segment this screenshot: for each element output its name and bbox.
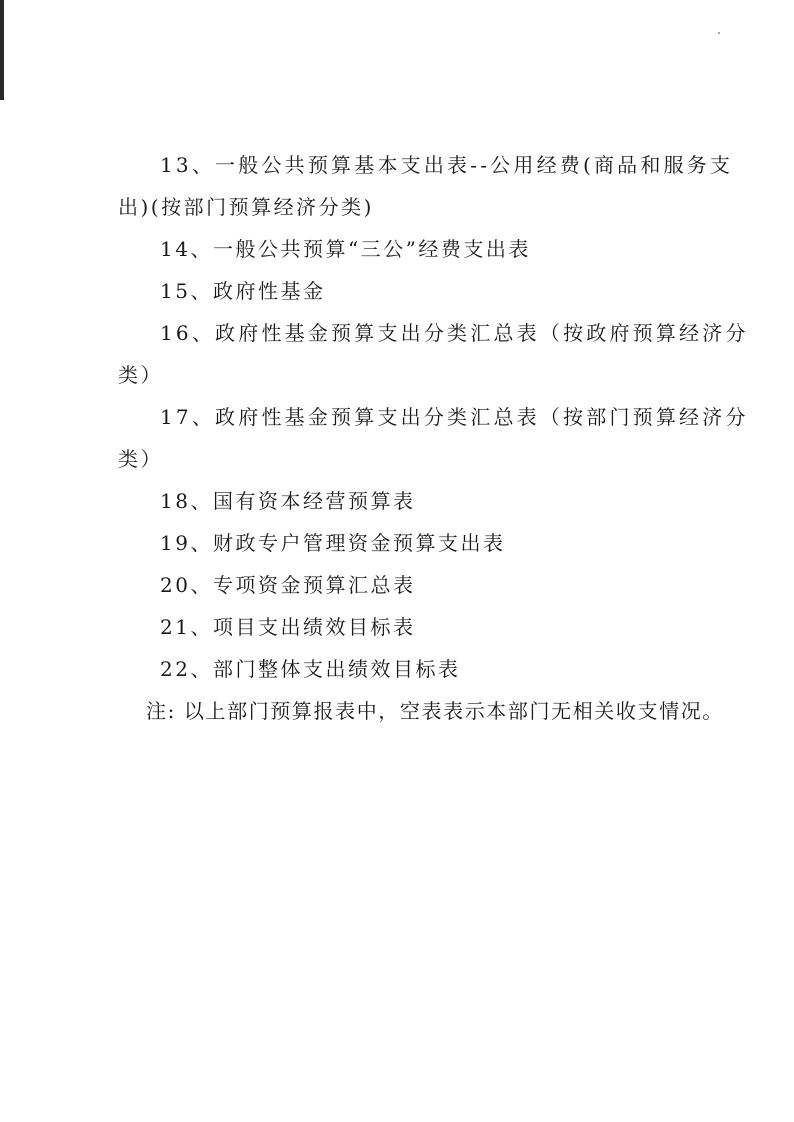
- list-item-20: 20、专项资金预算汇总表: [160, 573, 416, 597]
- list-item-13-line1: 13、一般公共预算基本支出表--公用经费(商品和服务支: [160, 153, 734, 177]
- list-item-14: 14、一般公共预算“三公”经费支出表: [160, 237, 531, 261]
- footnote: 注: 以上部门预算报表中，空表表示本部门无相关收支情况。: [146, 699, 724, 723]
- list-item-22: 22、部门整体支出绩效目标表: [160, 657, 461, 681]
- list-item-18: 18、国有资本经营预算表: [160, 489, 416, 513]
- scan-speck: [718, 32, 720, 34]
- list-item-16-line1: 16、政府性基金预算支出分类汇总表（按政府预算经济分: [160, 321, 749, 345]
- list-item-17-line2: 类）: [118, 447, 163, 471]
- list-item-17-line1: 17、政府性基金预算支出分类汇总表（按部门预算经济分: [160, 405, 749, 429]
- scan-edge: [0, 0, 4, 100]
- list-item-13-line2: 出)(按部门预算经济分类): [118, 195, 374, 219]
- document-body: [118, 144, 749, 732]
- list-item-19: 19、财政专户管理资金预算支出表: [160, 531, 506, 555]
- list-item-16-line2: 类）: [118, 363, 163, 387]
- list-item-15: 15、政府性基金: [160, 279, 326, 303]
- list-item-21: 21、项目支出绩效目标表: [160, 615, 416, 639]
